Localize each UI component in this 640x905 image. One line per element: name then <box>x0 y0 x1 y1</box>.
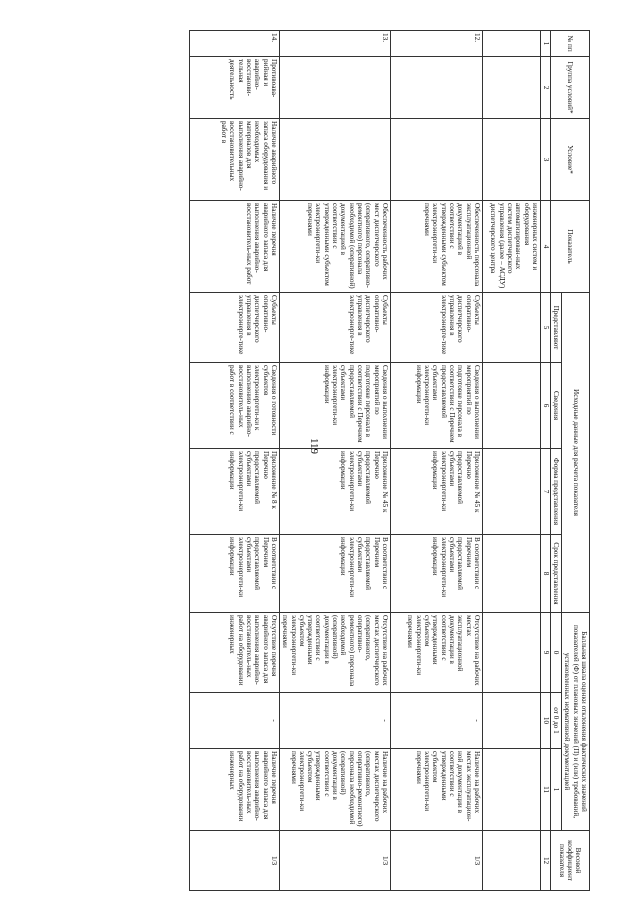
cell-provider: Субъекты оперативно-диспетчерского управления в электроэнерге-тике <box>189 293 279 363</box>
header-score-scale: Балльная шкала оценки отклонения фактических значений показателей (Ф) от плановых значений (П) и (или) требований, установленных нормативной документацией <box>562 613 590 831</box>
header-group: Группа условий* <box>550 57 589 119</box>
header-info: Сведения <box>550 363 561 449</box>
col-num: 1 <box>540 31 550 57</box>
table-row <box>279 31 390 891</box>
cell-term: В соответствии с Перечнем предоставляемой субъектами электроэнергети-ки информации <box>279 535 390 613</box>
cell-condition <box>390 119 482 201</box>
cell-info: Сведения о выполнении мероприятий по подготовке персонала в соответствии с Перечнем предоставляемой субъектами электроэнергети-ки информации <box>279 363 390 449</box>
cell-info: Сведения о выполнении мероприятий по подготовке персонала в соответствии с Перечнем предоставляемой субъектами электроэнергети-ки информации <box>390 363 482 449</box>
table-row <box>390 31 482 891</box>
cell-term: В соответствии с Перечнем предоставляемой субъектами электроэнергети-ки информации <box>189 535 279 613</box>
cell-form: Приложение № 45 к Перечню предоставляемой субъектами электроэнергети-ки информации <box>279 449 390 535</box>
cell-term <box>482 535 540 613</box>
header-no: № пп <box>550 31 589 57</box>
header-provider: Представляют <box>550 293 561 363</box>
cell-score-0-1: - <box>390 693 482 749</box>
cell-no: 14. <box>189 31 279 57</box>
col-num: 11 <box>540 749 550 831</box>
cell-indicator: инженерных систем и оборудования автоматизирован-ных систем диспетчерского управления (далее – АСДУ) диспетчерского центра <box>482 201 540 293</box>
cell-score-1: Наличие перечня аварийного запаса для выполнения аварийно-восстановитель-ных работ на оборудовании инженерных <box>189 749 279 831</box>
cell-group <box>390 57 482 119</box>
cell-weight: 1/3 <box>189 831 279 891</box>
column-number-row <box>540 31 550 891</box>
cell-score-0-1: - <box>189 693 279 749</box>
cell-provider: Субъекты оперативно-диспетчерского управления в электроэнерге-тике <box>390 293 482 363</box>
cell-no: 13. <box>279 31 390 57</box>
cell-provider <box>482 293 540 363</box>
cell-no <box>482 31 540 57</box>
cell-score-0-1: - <box>279 693 390 749</box>
cell-score-0-1 <box>482 693 540 749</box>
cell-condition <box>279 119 390 201</box>
header-term: Срок представления <box>550 535 561 613</box>
cell-no: 12. <box>390 31 482 57</box>
col-num: 5 <box>540 293 550 363</box>
cell-form: Приложение № 8 к Перечню предоставляемой субъектами электроэнергети-ки информации <box>189 449 279 535</box>
header-score-1: 1 <box>550 749 561 831</box>
cell-condition: Наличие аварийного запаса оборудования и необходимых материалов для выполнения аварийно-восстановительных работ в <box>189 119 279 201</box>
cell-score-0: Отсутствие на рабочих местах эксплуатационной документации в соответствии с утвержденными субъектом электроэнергети-ки перечнями <box>390 613 482 693</box>
header-row-1 <box>562 31 590 891</box>
header-condition: Условие* <box>550 119 589 201</box>
cell-condition <box>482 119 540 201</box>
page-number: 119 <box>308 437 321 455</box>
table-row <box>482 31 540 891</box>
cell-weight <box>482 831 540 891</box>
cell-score-0: Отсутствие на рабочих местах диспетчерского (оперативного, оперативно-ремонтного) персонала необходимой (оперативной) документации в соответствии с утвержденными субъектом электроэнергети-ки перечнями <box>279 613 390 693</box>
cell-score-1: Наличие на рабочих местах диспетчерского (оперативного, оперативно-ремонтного) персонала необходимой (оперативной) документации в соответствии с утвержденными субъектом электроэнергети-ки перечнями <box>279 749 390 831</box>
cell-score-0: Отсутствие перечня аварийного запаса для выполнения аварийно-восстановитель-ных работ на оборудовании инженерных <box>189 613 279 693</box>
col-num: 12 <box>540 831 550 891</box>
cell-indicator: Наличие перечня аварийного запаса для выполнения аварийно-восстановитель-ных работ <box>189 201 279 293</box>
col-num: 4 <box>540 201 550 293</box>
cell-group <box>279 57 390 119</box>
col-num: 6 <box>540 363 550 449</box>
cell-form: Приложение № 45 к Перечню предоставляемой субъектами электроэнергети-ки информации <box>390 449 482 535</box>
cell-score-0 <box>482 613 540 693</box>
cell-group: Противоава-рийная и аварийно-восстанови-тельная деятельность <box>189 57 279 119</box>
cell-indicator: Обеспеченность рабочих мест диспетчерского (оперативного, оперативно-ремонтного) персонала необходимой (оперативной) документацией в соответствии с утвержденными субъектом электроэнергети-ки перечнями <box>279 201 390 293</box>
header-weight: Весовой коэффициент показателя <box>550 831 589 891</box>
cell-form <box>482 449 540 535</box>
col-num: 7 <box>540 449 550 535</box>
header-score-0-1: от 0 до 1 <box>550 693 561 749</box>
cell-group <box>482 57 540 119</box>
col-num: 10 <box>540 693 550 749</box>
cell-indicator: Обеспеченность персонала эксплуатационной документацией в соответствии с утвержденными субъектом электроэнергети-ки перечнями <box>390 201 482 293</box>
cell-term: В соответствии с Перечнем предоставляемой субъектами электроэнергети-ки информации <box>390 535 482 613</box>
header-indicator: Показатель <box>550 201 589 293</box>
rotated-table-container <box>130 30 590 890</box>
cell-provider: Субъекты оперативно-диспетчерского управления в электроэнерге-тике <box>279 293 390 363</box>
cell-weight: 1/3 <box>390 831 482 891</box>
cell-score-1 <box>482 749 540 831</box>
header-source-data: Исходные данные для расчета показателя <box>562 293 590 613</box>
header-score-0: 0 <box>550 613 561 693</box>
col-num: 2 <box>540 57 550 119</box>
cell-weight: 1/3 <box>279 831 390 891</box>
table-row <box>189 31 279 891</box>
cell-score-1: Наличие на рабочих местах эксплуатацион-ной документации в соответствии с утвержденными субъектом электроэнергети-ки перечнями <box>390 749 482 831</box>
col-num: 3 <box>540 119 550 201</box>
header-form: Форма представления <box>550 449 561 535</box>
col-num: 8 <box>540 535 550 613</box>
cell-info: Сведения о готовности субъектов электроэнергети-ки к выполнению аварийно-восстановитель-ных работ в соответствии с <box>189 363 279 449</box>
criteria-table <box>189 30 590 891</box>
col-num: 9 <box>540 613 550 693</box>
cell-info <box>482 363 540 449</box>
